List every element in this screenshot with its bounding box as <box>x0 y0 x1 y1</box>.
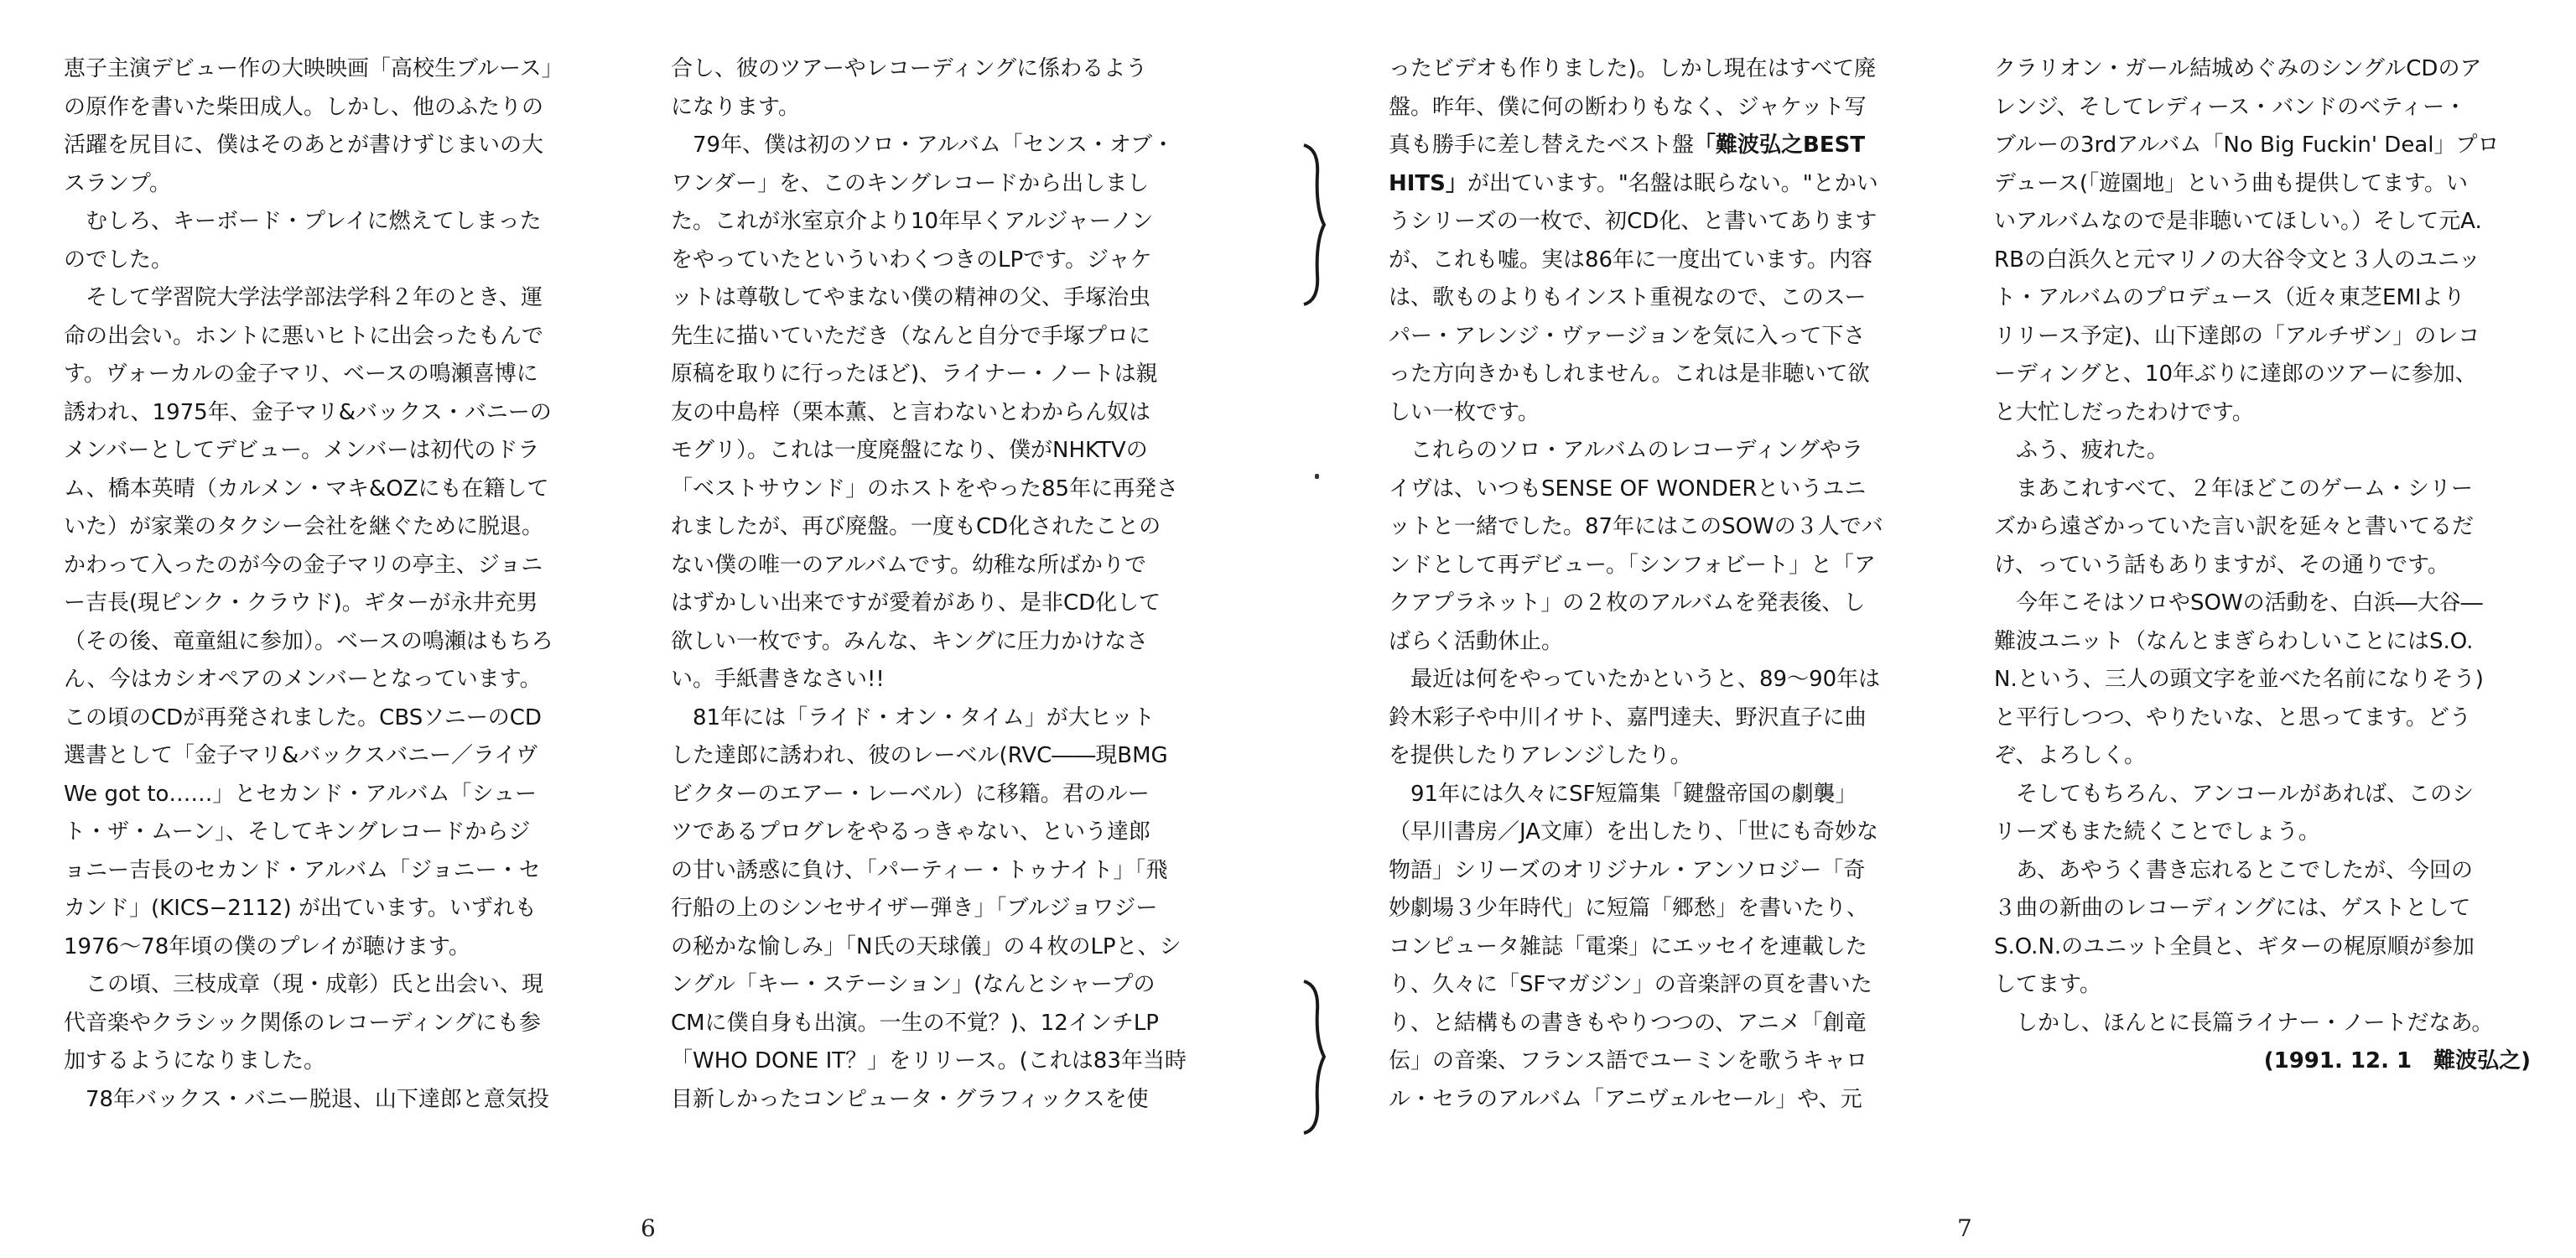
text-line: と平行しつつ、やりたいな、と思ってます。どう <box>1994 704 2471 730</box>
text-line: ーディングと、10年ぶりに達郎のツアーに参加、 <box>1994 361 2477 387</box>
text-line: ビクターのエアー・レーベル）に移籍。君のルー <box>671 781 1150 807</box>
page6-column-left <box>64 50 617 1119</box>
text-line: した達郎に誘われ、彼のレーベル(RVC――現BMG <box>671 743 1168 768</box>
text-line: 盤。昨年、僕に何の断わりもなく、ジャケット写 <box>1389 94 1867 120</box>
text-line: 鈴木彩子や中川イサト、嘉門達夫、野沢直子に曲 <box>1389 704 1867 730</box>
text-line: ングル「キー・ステーション」(なんとシャープの <box>671 972 1156 997</box>
page-number-left: 6 <box>641 1214 656 1242</box>
text-line: いアルバムなので是非聴いてほしい。）そして元A. <box>1994 209 2482 234</box>
text-line: しかし、ほんとに長篇ライナー・ノートだなあ。 <box>1994 1010 2494 1036</box>
text-line: り、久々に「SFマガジン」の音楽評の頁を書いた <box>1389 972 1872 997</box>
text-line: モグリ）。これは一度廃盤になり、僕がNHKTVの <box>671 438 1148 463</box>
text-line: 先生に描いていただき（なんと自分で手塚プロに <box>671 323 1151 349</box>
text-line: We got to……」とセカンド・アルバム「シュー <box>64 781 538 807</box>
text-line: の原作を書いた柴田成人。しかし、他のふたりの <box>64 94 544 120</box>
text-line: ル・セラのアルバム「アニヴェルセール」や、元 <box>1389 1086 1862 1112</box>
text-line: 今年こそはソロやSOWの活動を、白浜―大谷― <box>1994 590 2483 616</box>
text-line: うシリーズの一枚で、初CD化、と書いてあります <box>1389 209 1877 234</box>
text-line: ３曲の新曲のレコーディングには、ゲストとして <box>1994 896 2471 921</box>
text-line: ットは尊敬してやまない僕の精神の父、手塚治虫 <box>671 285 1151 310</box>
text-line: ー吉長(現ピンク・クラウド)。ギターが永井充男 <box>64 590 538 616</box>
text-line: レンジ、そしてレディース・バンドのベティー・ <box>1994 94 2467 120</box>
text-line: ト・ザ・ムーン」、そしてキングレコードからジ <box>64 819 531 845</box>
text-line: 真も勝手に差し替えたベスト盤「難波弘之BEST <box>1389 133 1866 158</box>
text-line: の甘い誘惑に負け、「パーティー・トゥナイト」「飛 <box>671 857 1168 883</box>
text-line: ョニー吉長のセカンド・アルバム「ジョニー・セ <box>64 857 541 883</box>
page6-column-right <box>671 50 1224 1119</box>
text-line: パー・アレンジ・ヴァージョンを気に入って下さ <box>1389 323 1866 349</box>
text-line: S.O.N.のユニット全員と、ギターの梶原順が参加 <box>1994 933 2475 959</box>
text-line: してます。 <box>1994 972 2101 997</box>
text-line: リーズもまた続くことでしょう。 <box>1994 819 2320 845</box>
text-line: CMに僕自身も出演。一生の不覚？)、12インチLP <box>671 1010 1159 1036</box>
text-line: り、と結構もの書きもやりつつの、アニメ「創竜 <box>1389 1010 1867 1036</box>
text-line: 81年には「ライド・オン・タイム」が大ヒット <box>671 704 1156 730</box>
text-line: す。ヴォーカルの金子マリ、ベースの鳴瀬喜博に <box>64 361 538 387</box>
text-line: 欲しい一枚です。みんな、キングに圧力かけなさ <box>671 628 1149 654</box>
text-line: ふう、疲れた。 <box>1994 438 2169 463</box>
text-line: そして学習院大学法学部法学科２年のとき、運 <box>64 285 543 310</box>
text-line: そしてもちろん、アンコールがあれば、このシ <box>1994 781 2475 807</box>
text-line: ばらく活動休止。 <box>1389 628 1564 654</box>
text-line: ぞ、よろしく。 <box>1994 743 2146 768</box>
text-line: はずかしい出来ですが愛着があり、是非CD化して <box>671 590 1161 616</box>
text-line: ブルーの3rdアルバム「No Big Fuckin' Deal」プロ <box>1994 133 2500 158</box>
text-line: 「ベストサウンド」のホストをやった85年に再発さ <box>671 476 1179 502</box>
text-line: 命の出会い。ホントに悪いヒトに出会ったもんで <box>64 323 544 349</box>
text-line: と大忙しだったわけです。 <box>1994 399 2254 425</box>
text-line: ットと一緒でした。87年にはこのSOWの３人でバ <box>1389 514 1883 539</box>
text-line: ない僕の唯一のアルバムです。幼稚な所ばかりで <box>671 552 1147 578</box>
text-line: これらのソロ・アルバムのレコーディングやラ <box>1389 438 1864 463</box>
text-line: いた）が家業のタクシー会社を継ぐために脱退。 <box>64 514 544 539</box>
text-line: まあこれすべて、２年ほどこのゲーム・シリー <box>1994 476 2473 502</box>
text-line: 恵子主演デビュー作の大映映画「高校生ブルース」 <box>64 56 564 81</box>
text-line: スランプ。 <box>64 170 171 196</box>
text-line: リリース予定)、山下達郎の「アルチザン」のレコ <box>1994 323 2480 349</box>
text-line: HITS」が出ています。"名盤は眠らない。"とかい <box>1389 170 1878 196</box>
text-line: のでした。 <box>64 247 174 273</box>
text-line: になります。 <box>671 94 800 120</box>
text-line: 原稿を取りに行ったほど)、ライナー・ノートは親 <box>671 361 1158 387</box>
text-line: （早川書房／JA文庫）を出したり、「世にも奇妙な <box>1389 819 1878 845</box>
signature-date: (1991. 12. 1 難波弘之) <box>2263 1048 2531 1073</box>
text-line: 友の中島梓（栗本薫、と言わないとわからん奴は <box>671 399 1151 425</box>
text-line: 行船の上のシンセサイザー弾き」「ブルジョワジー <box>671 896 1158 921</box>
text-line: 「WHO DONE IT？」をリリース。(これは83年当時 <box>671 1048 1187 1073</box>
page7-column-right <box>1994 50 2547 1081</box>
page7-column-left <box>1389 50 1942 1119</box>
text-line: ったビデオも作りました)。しかし現在はすべて廃 <box>1389 56 1877 81</box>
text-line: 物語」シリーズのオリジナル・アンソロジー「奇 <box>1389 857 1866 883</box>
text-line: 代音楽やクラシック関係のレコーディングにも参 <box>64 1010 541 1036</box>
text-line: の秘かな愉しみ」「N氏の天球儀」の４枚のLPと、シ <box>671 933 1182 959</box>
text-line: クアプラネット」の２枚のアルバムを発表後、し <box>1389 590 1866 616</box>
text-line: ツであるプログレをやるっきゃない、という達郎 <box>671 819 1151 845</box>
text-line: この頃、三枝成章（現・成彰）氏と出会い、現 <box>64 972 544 997</box>
text-line: 加するようになりました。 <box>64 1048 326 1073</box>
text-line: しい一枚です。 <box>1389 399 1540 425</box>
text-line: N.という、三人の頭文字を並べた名前になりそう) <box>1994 667 2484 692</box>
album-title-bold: HITS」 <box>1389 170 1467 196</box>
text-line: い。手紙書きなさい!! <box>671 667 885 692</box>
text-line: 合し、彼のツアーやレコーディングに係わるよう <box>671 56 1148 81</box>
page-number-right: 7 <box>1957 1214 1972 1242</box>
text-line: ム、橋本英晴（カルメン・マキ&OZにも在籍して <box>64 476 549 502</box>
text-line: った方向きかもしれません。これは是非聴いて欲 <box>1389 361 1870 387</box>
text-line: た。これが氷室京介より10年早くアルジャーノン <box>671 209 1154 234</box>
text-line: 最近は何をやっていたかというと、89〜90年は <box>1389 667 1881 692</box>
text-line: ト・アルバムのプロデュース（近々東芝EMIより <box>1994 285 2465 310</box>
text-line: 78年バックス・バニー脱退、山下達郎と意気投 <box>64 1086 549 1112</box>
text-line: この頃のCDが再発されました。CBSソニーのCD <box>64 704 542 730</box>
text-line: かわって入ったのが今の金子マリの亭主、ジョニ <box>64 552 543 578</box>
text-line: イヴは、いつもSENSE OF WONDERというユニ <box>1389 476 1867 502</box>
text-line: が、これも嘘。実は86年に一度出ています。内容 <box>1389 247 1873 273</box>
text-line: ンドとして再デビュー。「シンフォビート」と「ア <box>1389 552 1876 578</box>
text-line: デュース(「遊園地」という曲も提供してます。い <box>1994 170 2468 196</box>
text-line: クラリオン・ガール結城めぐみのシングルCDのア <box>1994 56 2482 81</box>
text-line: 誘われ、1975年、金子マリ&バックス・バニーの <box>64 399 552 425</box>
text-line: ズから遠ざかっていた言い訳を延々と書いてるだ <box>1994 514 2475 539</box>
binding-mark <box>1315 474 1319 479</box>
text-line: 伝」の音楽、フランス語でユーミンを歌うキャロ <box>1389 1048 1868 1073</box>
text-line: 活躍を尻目に、僕はそのあとが書けずじまいの大 <box>64 133 544 158</box>
album-title-bold: 「難波弘之BEST <box>1694 133 1866 158</box>
text-line: RBの白浜久と元マリノの大谷令文と３人のユニッ <box>1994 247 2480 273</box>
text-line: むしろ、キーボード・プレイに燃えてしまった <box>64 209 542 234</box>
text-line: （その後、竜童組に参加）。ベースの鳴瀬はもちろ <box>64 628 553 654</box>
text-line: 妙劇場３少年時代」に短篇「郷愁」を書いたり、 <box>1389 896 1869 921</box>
text-line: 91年には久々にSF短篇集「鍵盤帝国の劇襲」 <box>1389 781 1857 807</box>
text-line: を提供したりアレンジしたり。 <box>1389 743 1692 768</box>
text-line: をやっていたといういわくつきのLPです。ジャケ <box>671 247 1152 273</box>
text-line: ん、今はカシオペアのメンバーとなっています。 <box>64 667 542 692</box>
text-line: ワンダー」を、このキングレコードから出しまし <box>671 170 1150 196</box>
text-line: れましたが、再び廃盤。一度もCD化されたことの <box>671 514 1161 539</box>
text-line: あ、あやうく書き忘れるとこでしたが、今回の <box>1994 857 2473 883</box>
text-line: け、っていう話もありますが、その通りです。 <box>1994 552 2449 578</box>
text-line: は、歌ものよりもインスト重視なので、このスー <box>1389 285 1867 310</box>
text-line: メンバーとしてデビュー。メンバーは初代のドラ <box>64 438 540 463</box>
text-line: 目新しかったコンピュータ・グラフィックスを使 <box>671 1086 1149 1112</box>
text-line: 選書として「金子マリ&バックスバニー／ライヴ <box>64 743 538 768</box>
text-line: 79年、僕は初のソロ・アルバム「センス・オブ・ <box>671 133 1175 158</box>
text-line: 1976〜78年頃の僕のプレイが聴けます。 <box>64 933 470 959</box>
text-line: 難波ユニット（なんとまぎらわしいことにはS.O. <box>1994 628 2474 654</box>
binding-bracket-top <box>1296 141 1329 309</box>
text-line: カンド」(KICS−2112) が出ています。いずれも <box>64 896 537 921</box>
binding-bracket-bottom <box>1296 977 1329 1136</box>
text-line: コンピュータ雑誌「電楽」にエッセイを連載した <box>1389 933 1867 959</box>
